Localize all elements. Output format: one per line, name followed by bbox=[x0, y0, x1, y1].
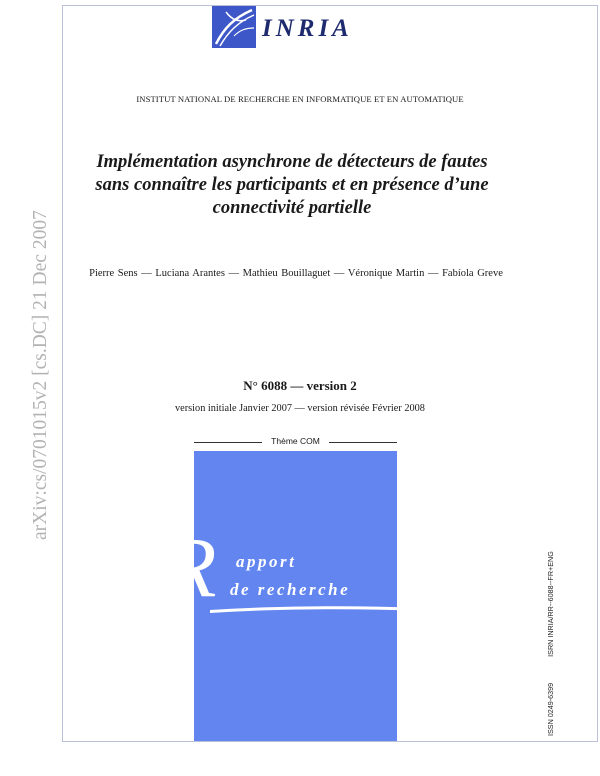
rapport-initial: R bbox=[164, 519, 217, 615]
de-recherche-words: de recherche bbox=[230, 580, 351, 599]
report-title bbox=[72, 151, 512, 220]
arxiv-identifier: arXiv:cs/0701015v2 [cs.DC] 21 Dec 2007 bbox=[30, 210, 51, 540]
version-dates: version initiale Janvier 2007 — version révisée Février 2008 bbox=[175, 403, 425, 414]
theme-label: Thème COM bbox=[271, 436, 320, 446]
rapport-de-recherche-wordmark bbox=[150, 519, 430, 622]
inria-logo-text: INRIA bbox=[262, 15, 353, 42]
institute-name: INSTITUT NATIONAL DE RECHERCHE EN INFORMATIQUE ET EN AUTOMATIQUE bbox=[136, 94, 464, 104]
title-line-2: sans connaître les participants et en présence d’une bbox=[95, 175, 489, 195]
isrn-code: ISRN INRIA/RR--6088--FR+ENG bbox=[546, 551, 555, 657]
report-number: N° 6088 — version 2 bbox=[243, 378, 357, 393]
title-line-1: Implémentation asynchrone de détecteurs de fautes bbox=[96, 152, 488, 172]
issn-code: ISSN 0249-6399 bbox=[546, 682, 555, 736]
theme-rule-right bbox=[329, 442, 397, 443]
title-line-3: connectivité partielle bbox=[212, 198, 372, 218]
wordmark-underline bbox=[210, 604, 425, 614]
issn-isrn-codes bbox=[546, 527, 555, 736]
authors: Pierre Sens — Luciana Arantes — Mathieu Bouillaguet — Véronique Martin — Fabíola Greve bbox=[89, 268, 503, 279]
rapport-word: apport bbox=[236, 552, 297, 571]
inria-logo bbox=[212, 6, 377, 50]
theme-label-row bbox=[194, 437, 397, 449]
inria-logo-emblem bbox=[212, 6, 256, 48]
